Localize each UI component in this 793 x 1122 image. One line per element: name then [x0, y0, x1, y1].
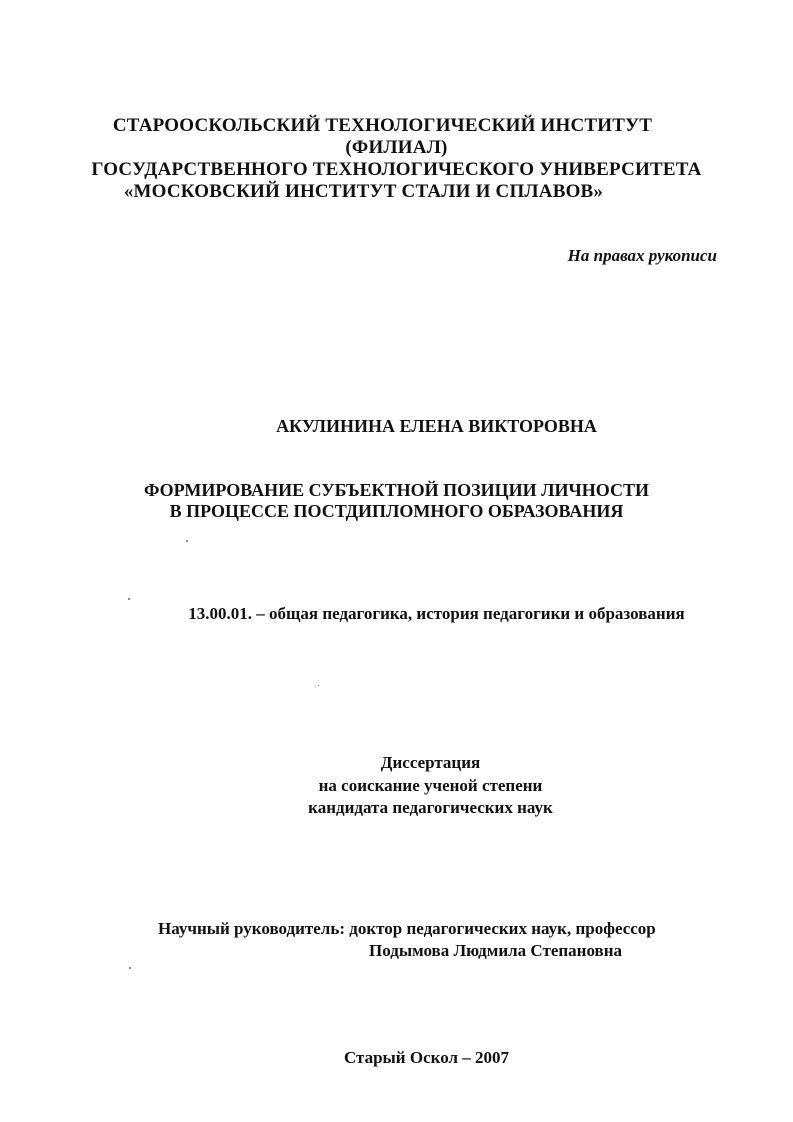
scan-speck	[318, 685, 319, 686]
place-year: Старый Оскол – 2007	[343, 1048, 510, 1067]
supervisor-line-1: Научный руководитель: доктор педагогических наук, профессор	[158, 919, 656, 938]
institution-line-3: ГОСУДАРСТВЕННОГО ТЕХНОЛОГИЧЕСКОГО УНИВЕРСИТЕТА	[91, 159, 702, 180]
degree-line-1: на соискание ученой степени	[318, 776, 543, 795]
degree-line-2: кандидата педагогических наук	[308, 798, 553, 817]
dissertation-label: Диссертация	[380, 753, 481, 772]
institution-line-1: СТАРООСКОЛЬСКИЙ ТЕХНОЛОГИЧЕСКИЙ ИНСТИТУТ	[112, 115, 653, 136]
manuscript-note: На правах рукописи	[567, 246, 717, 265]
supervisor-name: Подымова Людмила Степановна	[369, 941, 623, 960]
scan-speck	[129, 967, 131, 969]
thesis-title-line-1: ФОРМИРОВАНИЕ СУБЪЕКТНОЙ ПОЗИЦИИ ЛИЧНОСТИ	[144, 480, 649, 500]
institution-line-4: «МОСКОВСКИЙ ИНСТИТУТ СТАЛИ И СПЛАВОВ»	[123, 181, 604, 202]
thesis-title-line-2: В ПРОЦЕССЕ ПОСТДИПЛОМНОГО ОБРАЗОВАНИЯ	[169, 501, 624, 521]
specialty-code: 13.00.01. – общая педагогика, история педагогики и образования	[188, 604, 685, 623]
institution-line-2: (ФИЛИАЛ)	[345, 137, 448, 158]
scan-speck	[128, 598, 130, 600]
author-name: АКУЛИНИНА ЕЛЕНА ВИКТОРОВНА	[276, 416, 597, 436]
scan-speck	[186, 540, 188, 542]
